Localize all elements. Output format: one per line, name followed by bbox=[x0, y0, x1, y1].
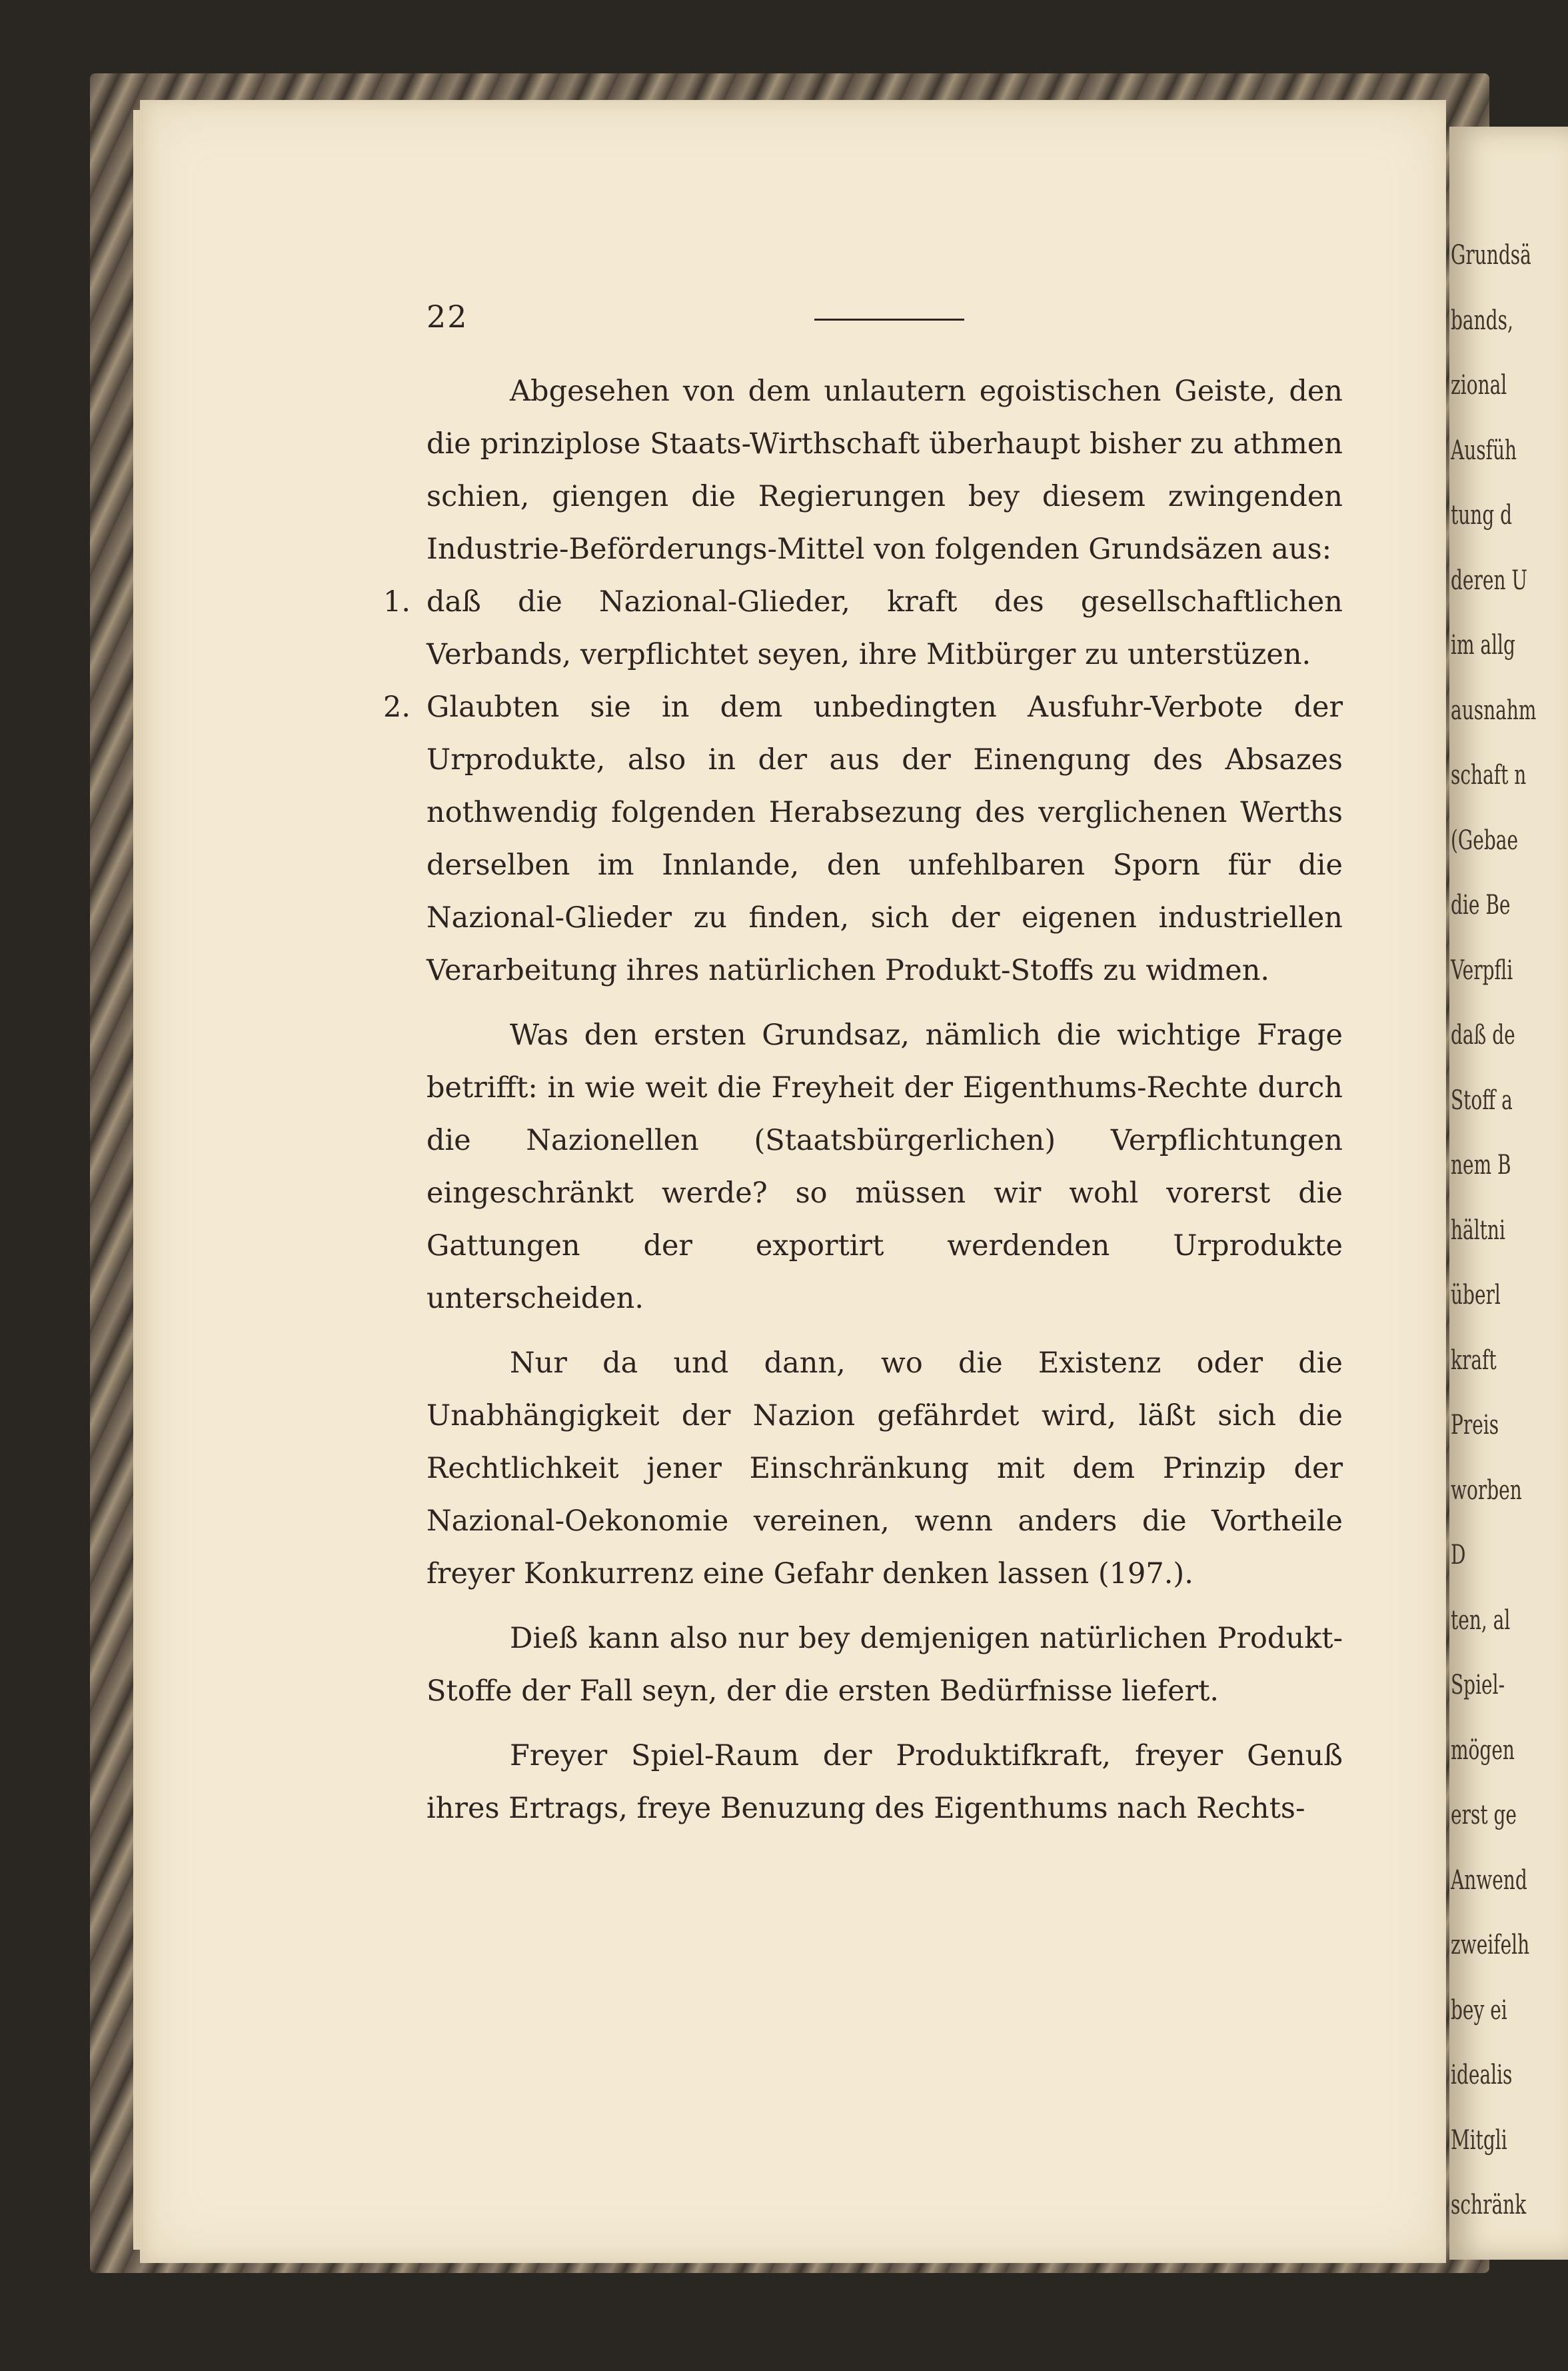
facing-page-fragment: im allg bbox=[1451, 630, 1515, 661]
facing-page-fragment: schränk bbox=[1451, 2190, 1527, 2220]
facing-page-fragment: worben bbox=[1451, 1474, 1522, 1506]
paragraph: Dieß kann also nur bey demjenigen natürlichen Produkt-Stoffe der Fall seyn, der die ersten Bedürfnisse liefert. bbox=[426, 1622, 1343, 1708]
paragraph: Abgesehen von dem unlautern egoistischen Geiste, den die prinziplose Staats-Wirthschaft überhaupt bisher zu athmen schien, giengen die Regierungen bey diesem zwingenden Industrie-Beförderungs-Mittel von folgenden Grundsäzen aus: bbox=[426, 375, 1343, 566]
list-number: 1. bbox=[383, 585, 411, 619]
facing-page-fragment: ausnahm bbox=[1451, 695, 1537, 726]
facing-page-fragment: schaft n bbox=[1451, 760, 1527, 791]
facing-page-fragment: hältni bbox=[1451, 1214, 1505, 1246]
list-text: daß die Nazional-Glieder, kraft des gesellschaftlichen Verbands, verpflichtet seyen, ihre Mitbürger zu unterstüzen. bbox=[426, 585, 1343, 671]
facing-page-fragment: Anwend bbox=[1451, 1864, 1527, 1896]
facing-page-fragment: Stoff a bbox=[1451, 1085, 1513, 1116]
paragraph: Was den ersten Grundsaz, nämlich die wichtige Frage betrifft: in wie weit die Freyheit der Eigenthums-Rechte durch die Nazionellen (Staatsbürgerlichen) Verpflichtungen eingeschränkt werde? so müssen wir wohl vorerst die Gattungen der exportirt werdenden Urprodukte unterscheiden. bbox=[426, 1019, 1343, 1315]
facing-page-fragment: Verpfli bbox=[1451, 955, 1513, 986]
facing-page-fragment: nem B bbox=[1451, 1150, 1511, 1181]
facing-page-fragment: bey ei bbox=[1451, 1994, 1507, 2026]
list-text: Glaubten sie in dem unbedingten Ausfuhr-Verbote der Urprodukte, also in der aus der Einengung des Absazes nothwendig folgenden Herabsezung des verglichenen Werths derselben im Innlande, den unfehlbaren Sporn für die Nazional-Glieder zu finden, sich der eigenen industriellen Verarbeitung ihres natürlichen Produkt-Stoffs zu widmen. bbox=[426, 691, 1343, 987]
facing-page-fragment: mögen bbox=[1451, 1734, 1515, 1766]
facing-page-fragment: Ausfüh bbox=[1451, 435, 1517, 466]
page-number: 22 bbox=[426, 299, 468, 335]
facing-page-fragment: zweifelh bbox=[1451, 1930, 1530, 1960]
facing-page-fragment: deren U bbox=[1451, 565, 1527, 596]
facing-page-fragment: kraft bbox=[1451, 1344, 1497, 1376]
list-number: 2. bbox=[383, 691, 411, 724]
facing-page-fragment: Grundsä bbox=[1451, 240, 1531, 271]
paragraph: Nur da und dann, wo die Existenz oder die Unabhängigkeit der Nazion gefährdet wird, läßt sich die Rechtlichkeit jener Einschränkung mit dem Prinzip der Nazional-Oekonomie vereinen, wenn anders die Vortheile freyer Konkurrenz eine Gefahr denken lassen (197.). bbox=[426, 1346, 1343, 1590]
facing-page-fragment: Spiel- bbox=[1451, 1670, 1505, 1700]
facing-page-fragment: Mitgli bbox=[1451, 2124, 1507, 2156]
facing-page-fragment: (Gebae bbox=[1451, 825, 1519, 856]
facing-page-fragment: daß de bbox=[1451, 1020, 1515, 1051]
facing-page-fragment: zional bbox=[1451, 370, 1507, 401]
paragraph: Freyer Spiel-Raum der Produktifkraft, freyer Genuß ihres Ertrags, freye Benuzung des Eigenthums nach Rechts- bbox=[426, 1739, 1343, 1825]
list-item bbox=[383, 681, 1343, 997]
facing-page-fragment: ten, al bbox=[1451, 1604, 1511, 1636]
header-rule bbox=[814, 319, 964, 321]
facing-page-fragment: Preis bbox=[1451, 1410, 1499, 1440]
facing-page-edge bbox=[1449, 127, 1568, 2260]
facing-page-fragment: erst ge bbox=[1451, 1800, 1517, 1830]
facing-page-fragment: idealis bbox=[1451, 2060, 1513, 2090]
facing-page-fragment: die Be bbox=[1451, 890, 1511, 921]
facing-page-fragment: D bbox=[1451, 1540, 1466, 1570]
facing-page-fragment: tung d bbox=[1451, 500, 1513, 531]
list-item bbox=[383, 576, 1343, 681]
facing-page-fragment: bands, bbox=[1451, 305, 1513, 336]
body-text bbox=[383, 365, 1343, 1835]
facing-page-fragment: überl bbox=[1451, 1280, 1501, 1310]
